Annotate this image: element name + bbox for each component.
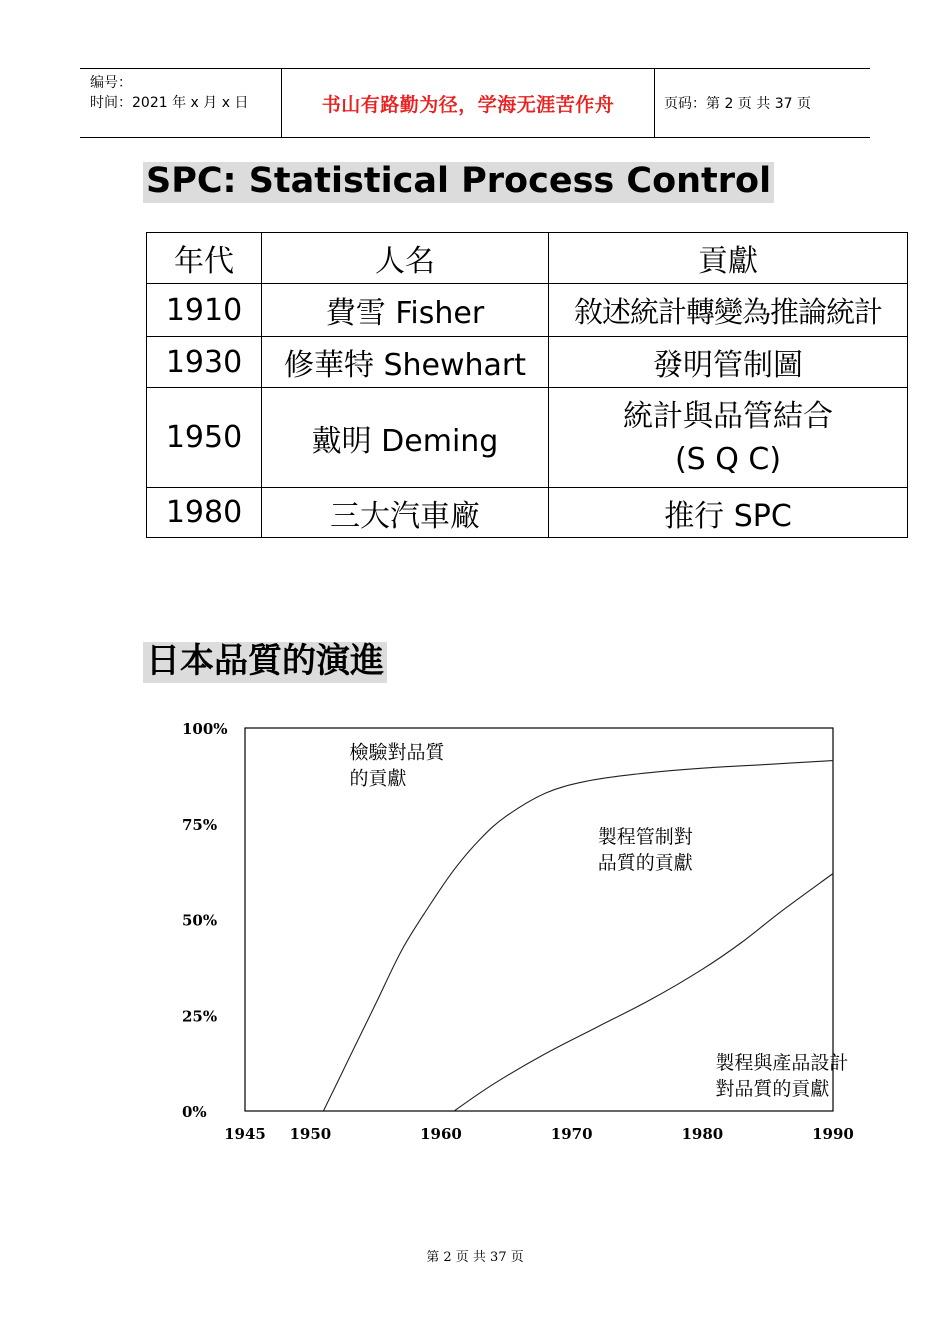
cell-person: 戴明 Deming <box>262 388 549 488</box>
column-header-contribution: 貢獻 <box>549 233 908 284</box>
cell-year: 1950 <box>147 388 262 488</box>
chart-annotation-3 <box>715 1052 848 1100</box>
x-tick-label: 1980 <box>681 1125 724 1143</box>
y-tick-label: 0% <box>182 1103 207 1121</box>
cell-person: 費雪 Fisher <box>262 284 549 337</box>
x-tick-label: 1950 <box>289 1125 332 1143</box>
y-tick-label: 50% <box>182 911 218 930</box>
cell-person: 修華特 Shewhart <box>262 337 549 388</box>
header-motto: 书山有路勤为径，学海无涯苦作舟 <box>321 93 615 116</box>
document-number: 编号： <box>90 75 132 91</box>
cell-contribution: 推行 SPC <box>549 488 908 538</box>
cell-year: 1910 <box>147 284 262 337</box>
document-date: 时间：2021 年 x 月 x 日 <box>90 95 249 111</box>
table-row <box>147 388 908 488</box>
table-row <box>147 488 908 538</box>
annotation-line: 對品質的貢獻 <box>715 1077 830 1100</box>
cell-person: 三大汽車廠 <box>262 488 549 538</box>
annotation-line: 品質的貢獻 <box>597 851 693 874</box>
header-motto-cell <box>282 69 655 137</box>
x-tick-label: 1990 <box>812 1125 854 1143</box>
annotation-line: 的貢獻 <box>349 767 407 790</box>
cell-contribution: 敘述統計轉變為推論統計 <box>549 284 908 337</box>
cell-year: 1980 <box>147 488 262 538</box>
series-line-2 <box>454 874 833 1112</box>
annotation-line: 檢驗對品質 <box>349 741 445 764</box>
x-tick-label: 1970 <box>550 1125 593 1143</box>
document-header <box>80 68 870 138</box>
chart-annotations <box>350 742 849 1100</box>
annotation-line: 製程管制對 <box>597 825 693 848</box>
column-header-person: 人名 <box>262 233 549 284</box>
table-header-row <box>147 233 908 284</box>
cell-contribution: 發明管制圖 <box>549 337 908 388</box>
header-meta <box>80 69 282 137</box>
section-title-spc: SPC: Statistical Process Control <box>143 162 774 203</box>
cell-contribution <box>549 388 908 488</box>
y-tick-label: 100% <box>182 720 228 738</box>
cell-year: 1930 <box>147 337 262 388</box>
x-tick-label: 1960 <box>420 1125 462 1143</box>
spc-history-table <box>146 232 908 538</box>
annotation-line: 製程與產品設計 <box>715 1051 849 1074</box>
table-row <box>147 337 908 388</box>
quality-evolution-chart <box>170 715 870 1155</box>
column-header-year: 年代 <box>147 233 262 284</box>
page-footer: 第 2 页 共 37 页 <box>426 1250 524 1265</box>
table-row <box>147 284 908 337</box>
section-title-japan-quality: 日本品質的演進 <box>143 642 387 683</box>
cell-contribution-line: 統計與品管結合 <box>623 398 833 434</box>
cell-contribution-line: (S Q C) <box>674 441 782 477</box>
y-axis-labels <box>182 720 228 1121</box>
y-tick-label: 75% <box>182 815 218 834</box>
x-tick-label: 1945 <box>224 1125 266 1143</box>
x-axis-labels <box>224 1125 854 1143</box>
y-tick-label: 25% <box>182 1007 218 1026</box>
header-page-info: 页码：第 2 页 共 37 页 <box>664 96 811 112</box>
chart-annotation-1 <box>350 742 446 790</box>
chart-annotation-2 <box>598 826 693 874</box>
